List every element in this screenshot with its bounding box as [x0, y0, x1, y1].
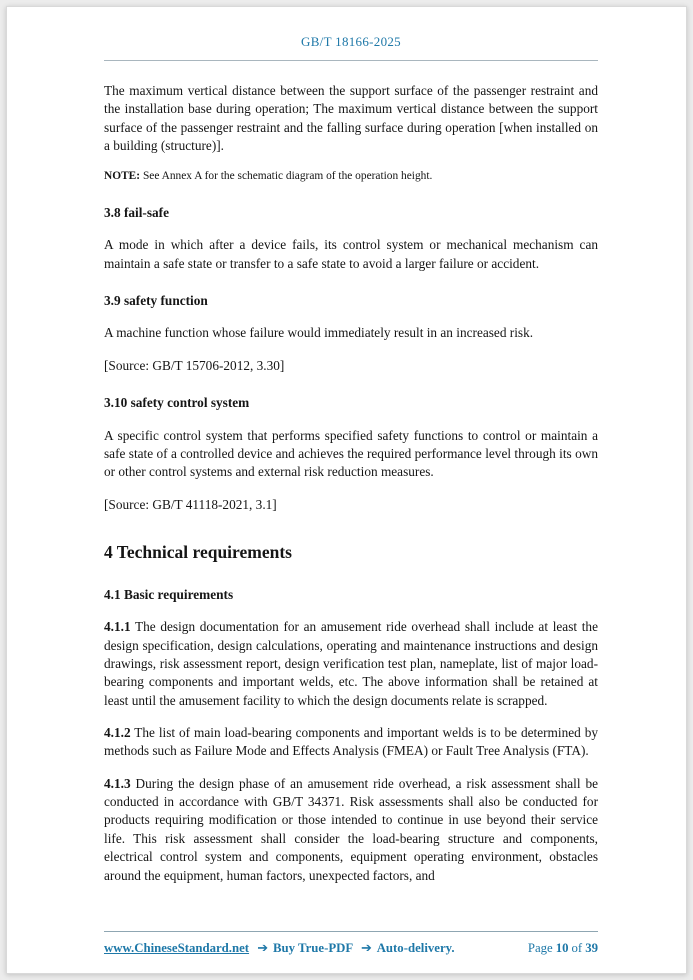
footer-row	[104, 932, 598, 956]
footer-delivery-text: Auto-delivery.	[376, 941, 455, 955]
note-text: See Annex A for the schematic diagram of the operation height.	[142, 170, 433, 183]
paragraph-4-1-2	[104, 724, 598, 761]
heading-3-9-safety-function: 3.9 safety function	[104, 293, 208, 309]
paragraph-3-8: A mode in which after a device fails, its control system or mechanical mechanism can maintain a safe state or transfer to a safe state to avoid a larger failure or accident.	[104, 237, 598, 271]
arrow-icon: ➔	[257, 941, 268, 955]
paragraph-3-10: A specific control system that performs specified safety functions to control or maintain a safe state of a controlled device and achieves the required performance level through its own or other control systems and external risk reduction measures.	[104, 427, 598, 480]
source-reference-3-9: [Source: GB/T 15706-2012, 3.30]	[104, 357, 285, 373]
page-indicator	[525, 941, 598, 956]
page-header	[104, 7, 598, 61]
paragraph-3-9: A machine function whose failure would immediately result in an increased risk.	[104, 325, 534, 341]
doc-number: GB/T 18166-2025	[301, 34, 401, 49]
page-total: 39	[585, 941, 598, 955]
clause-text-4-1-1: The design documentation for an amusement ride overhead shall include at least the design specification, design calculations, operating and maintenance instructions and design drawings, risk assessment report, design verification test plan, nameplate, list of major load-bearing components and important welds, etc. The above information shall be retained at least until the amusement facility to which the design documents relate is scrapped.	[104, 619, 598, 708]
document-body	[104, 61, 598, 931]
footer-buy-text: Buy True-PDF	[273, 941, 353, 955]
clause-text-4-1-3: During the design phase of an amusement ride overhead, a risk assessment shall be conducted in accordance with GB/T 34371. Risk assessments shall also be conducted for products requiring modification or those intended to continue in use beyond their service life. This risk assessment shall consider the load-bearing structure and components, electrical control system and components, equipment operating environment, obstacles around the equipment, human factors, unexpected factors, and	[104, 775, 598, 883]
paragraph-4-1-3	[104, 775, 598, 885]
arrow-icon: ➔	[360, 941, 372, 955]
page-label: Page	[527, 941, 553, 955]
of-label: of	[571, 941, 583, 955]
page-footer	[104, 931, 598, 973]
footer-site-link[interactable]: www.ChineseStandard.net	[104, 941, 250, 955]
heading-4-technical-requirements: 4 Technical requirements	[104, 541, 292, 562]
heading-3-8-fail-safe: 3.8 fail-safe	[104, 205, 169, 221]
document-page	[6, 6, 687, 974]
note-label: NOTE:	[104, 170, 141, 183]
footer-left	[104, 941, 455, 956]
note-paragraph	[104, 169, 598, 185]
heading-4-1-basic-requirements: 4.1 Basic requirements	[104, 587, 234, 603]
heading-3-10-safety-control-system: 3.10 safety control system	[104, 395, 250, 411]
clause-number-4-1-1: 4.1.1	[104, 619, 131, 635]
clause-number-4-1-2: 4.1.2	[104, 725, 131, 741]
page-current: 10	[555, 941, 569, 955]
paragraph-4-1-1	[104, 618, 598, 710]
clause-number-4-1-3: 4.1.3	[104, 775, 131, 791]
clause-text-4-1-2: The list of main load-bearing components and important welds is to be determined by methods such as Failure Mode and Effects Analysis (FMEA) or Fault Tree Analysis (FTA).	[104, 725, 598, 759]
source-reference-3-10: [Source: GB/T 41118-2021, 3.1]	[104, 496, 277, 512]
paragraph-operation-height: The maximum vertical distance between the support surface of the passenger restraint and the installation base during operation; The maximum vertical distance between the support surface of the passenger restraint and the falling surface during operation [when installed on a building (structure)].	[104, 83, 598, 154]
